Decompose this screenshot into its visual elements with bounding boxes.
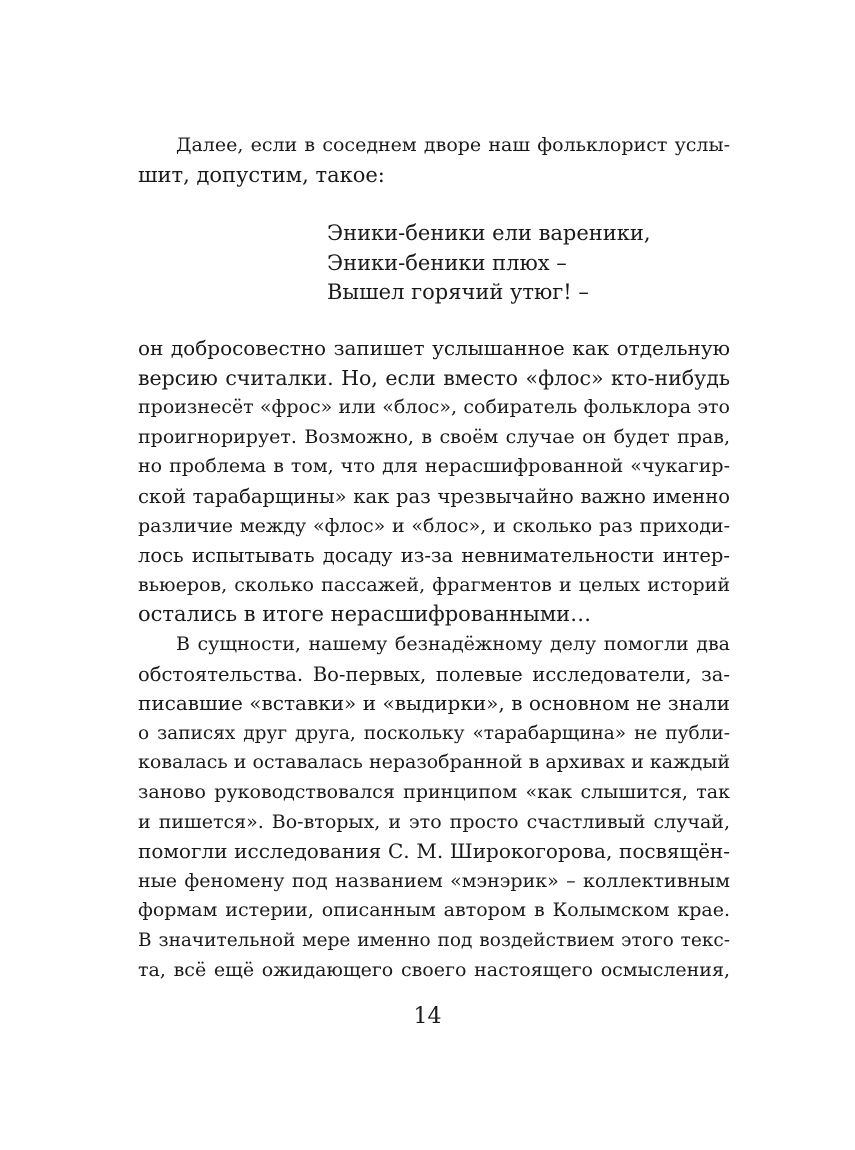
paragraph-line: но проблема в том, что для нерасшифрованной «чукагир- (138, 455, 730, 478)
paragraph-line: проигнорирует. Возможно, в своём случае он будет прав, (138, 425, 730, 448)
paragraph-line: ковалась и оставалась неразобранной в архивах и каждый (138, 751, 730, 774)
paragraph-line: помогли исследования С. М. Широкогорова, посвящён- (138, 839, 730, 864)
counting-rhyme-verse (327, 219, 651, 308)
paragraph-line: лось испытывать досаду из-за невнимательности интер- (138, 544, 730, 568)
paragraph-line: вьюеров, сколько пассажей, фрагментов и целых историй (138, 573, 730, 596)
paragraph-line: различие между «флос» и «блос», и сколько раз приходи- (138, 514, 730, 537)
verse-line: Вышел горячий утюг! – (327, 280, 589, 304)
paragraph-line: ской тарабарщины» как раз чрезвычайно важно именно (138, 484, 730, 508)
paragraph-line: формам истерии, описанным автором в Колымском крае. (138, 899, 730, 922)
paragraph-line: та, всё ещё ожидающего своего настоящего осмысления, (138, 958, 730, 981)
paragraph-line: остались в итоге нерасшифрованными… (138, 602, 592, 627)
verse-line: Эники-беники плюх – (327, 250, 567, 275)
paragraph-line: произнесёт «фрос» или «блос», собиратель фольклора это (138, 396, 730, 419)
paragraph-line: версию считалки. Но, если вместо «флос» кто-нибудь (138, 365, 730, 390)
intro-line: Далее, если в соседнем дворе наш фольклорист услы- (176, 134, 730, 156)
page-number: 14 (413, 1004, 442, 1029)
paragraph-line: ные феномену под названием «мэнэрик» – коллективным (138, 869, 730, 892)
intro-paragraph (138, 131, 730, 190)
paragraph-continuation (138, 334, 730, 630)
paragraph-line: заново руководствовался принципом «как слышится, так (138, 780, 730, 803)
paragraph-line: и пишется». Во-вторых, и это просто счастливый случай, (138, 810, 730, 833)
paragraph-line: он добросовестно запишет услышанное как отдельную (138, 336, 730, 360)
verse-line: Эники-беники ели вареники, (327, 221, 651, 245)
paragraph-main (138, 630, 730, 985)
intro-line: шит, допустим, такое: (138, 162, 385, 187)
paragraph-line: В сущности, нашему безнадёжному делу помогли два (176, 633, 730, 655)
paragraph-line: В значительной мере именно под воздействием этого текс- (138, 929, 730, 951)
paragraph-line: писавшие «вставки» и «выдирки», в основном не знали (138, 691, 730, 716)
paragraph-line: обстоятельства. Во-первых, полевые исследователи, за- (138, 662, 730, 686)
paragraph-line: о записях друг друга, поскольку «тарабарщина» не публи- (138, 722, 730, 744)
